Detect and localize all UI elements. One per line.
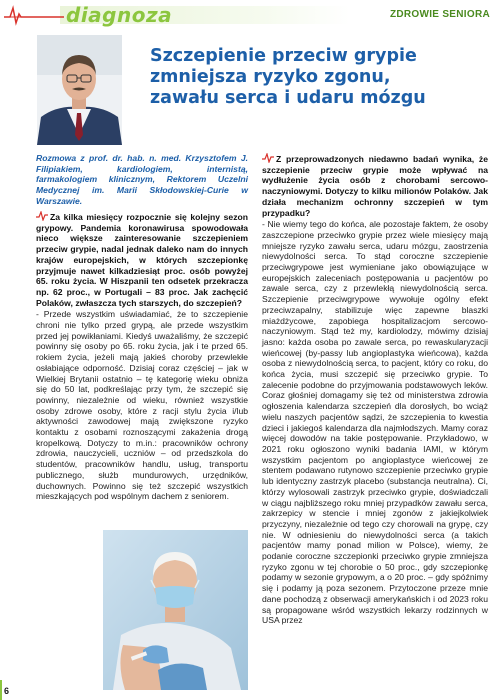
page-side-accent [0, 680, 2, 700]
question-2-text: Z przeprowadzonych niedawno badań wynika, że szczepienie przeciw grypie może wpływać na wydłużenie życia osób z chorobami sercowo-naczyniowymi. Dotyczy to kilku milionów Polaków. Jak działa mechanizm ochronny szczepień w tym przypadku? [262, 154, 488, 218]
pulse-bullet-icon [262, 153, 274, 163]
left-column [36, 211, 248, 502]
page-header [0, 0, 500, 30]
right-column [262, 153, 488, 626]
answer-1: - Przede wszystkim uświadamiać, że to szczepienie chroni nie tylko przed grypą, ale przede wszystkim przed jej powikłaniami. Kiedyś uważaliśmy, że szczepić powinny się osoby po 65. roku życia, jak i te przed 65. rokiem życia, jeżeli mają jakieś choroby przewlekłe osłabiające odporność. Dzisiaj coraz częściej – jak w Wielkiej Brytanii ostatnio – tę kategorię wieku obniża się do 50 lat, podkreślając przy tym, że szczepić się powinny, niezależnie od wieku, również wszystkie osoby zdrowe osoby, które z racji stylu życia i/lub aktywności zawodowej mają zwiększone ryzyko kontaktu z osobami roznoszącymi zakażenia drogą kropelkową. Dotyczy to m.in.: pracowników ochrony zdrowia, nauczycieli, uczniów – od przedszkola do studentów, pracowników handlu, usług, transportu publicznego, służb mundurowych, urzędników, duchownych. Powinno się też szczepić wszystkich mieszkających pod wspólnym dachem z seniorem. [36, 309, 248, 502]
section-label: ZDROWIE SENIORA [389, 9, 490, 20]
title-line: zawału serca i udaru mózgu [150, 88, 426, 108]
portrait-photo [37, 35, 122, 145]
article-intro: Rozmowa z prof. dr. hab. n. med. Krzysztofem J. Filipiakiem, kardiologiem, internistą, farmakologiem klinicznym, Rektorem Uczelni Medycznej im. Marii Skłodowskiej-Curie w Warszawie. [36, 153, 248, 206]
article-title [150, 46, 490, 109]
page-number: 6 [4, 686, 10, 696]
title-line: zmniejsza ryzyko zgonu, [150, 67, 391, 87]
answer-2: - Nie wiemy tego do końca, ale pozostaje faktem, że osoby zaszczepione przeciwko grypie przez wiele miesięcy mają mniejsze ryzyko zawału serca, udaru mózgu, zaostrzenia niewydolności serca. To stąd coroczne szczepienie przeciwgrypowe jest wymieniane jako obowiązujące w europejskich zaleceniach postępowania u pacjentów po zawale serca, czy z przewlekłą niewydolnością serca. Szczepienie przeciwgrypowe wywołuje ogólny efekt przeciwzapalny, stabilizuje więc zapewne blaszki miażdżycowe, zapobiega hospitalizacjom sercowo-naczyniowym. Stąd też my, kardiolodzy, mówimy dzisiaj jasno: każda osoba po zawale serca, po rewaskularyzacji wieńcowej (by-passy lub angioplastyka wieńcowa), każda osoba z niewydolnością serca, to pacjent, który co roku, do końca życia, musi szczepić się przeciwko grypie. To zalecenie podobne do przyjmowania podstawowych leków. Coraz głośniej domagamy się też od ministerstwa zdrowia ogłoszenia kalendarza szczepień dla dorosłych, bo wciąż wielu naszych pacjentów sądzi, że szczepienia to kwestia dzieci i jakiegoś kalendarza dla najmłodszych. Mamy coraz więcej dowodów na takie postępowanie. Przykładowo, w 2021 roku ogłoszono wyniki badania IAMI, w którym wszystkim pacjentom po angioplastyce wieńcowej ze stentem podawano rutynowo szczepienie przeciwko grypie lub identyczny zastrzyk placebo (substancja neutralna). Ci, którzy wylosowali zastrzyk przeciwko grypie, doświadczali w ciągu najbliższego roku mniej przypadków zawału serca, zakrzepicy w stencie i mniej zgonów z jakiejkolwiek przyczyny, niezależnie od tego czy chorowali na grypę, czy nie. W odniesieniu do niewydolności serca (a takich pacjentów mamy ponad milion w Polsce), wiemy, że podanie coroczne szczepionki przeciwko grypie zmniejsza ryzyko zgonu w tej chorobie o 50 proc., gdy szczepionkę podamy w sezonie grypowym, a o 20 proc. – gdy spóźnimy się i podamy ją poza sezonem. Przytoczone przeze mnie dane pochodzą z obserwacji amerykańskich i od 2023 roku są propagowane wśród wszystkich lekarzy rodzinnych w USA przez [262, 219, 488, 626]
vaccination-photo [103, 530, 248, 690]
pulse-bullet-icon [36, 211, 48, 221]
question-1 [36, 211, 248, 308]
title-line: Szczepienie przeciw grypie [150, 46, 417, 66]
question-2 [262, 153, 488, 218]
brand-logo: diagnoza [66, 3, 173, 27]
question-1-text: Za kilka miesięcy rozpocznie się kolejny sezon grypowy. Pandemia koronawirusa spowodowała nieco większe zainteresowanie szczepieniem przeciw grypie, nadal jednak daleko nam do innych krajów europejskich, w których szczepionkę przyjmuje nawet kilkadziesiąt proc. osób powyżej 65. roku życia. W Hiszpanii ten odsetek przekracza np. 62 proc., w Portugali – 83 proc. Jak zachęcić Polaków, zwłaszcza tych starszych, do szczepień? [36, 212, 248, 308]
heartbeat-icon [4, 4, 64, 26]
